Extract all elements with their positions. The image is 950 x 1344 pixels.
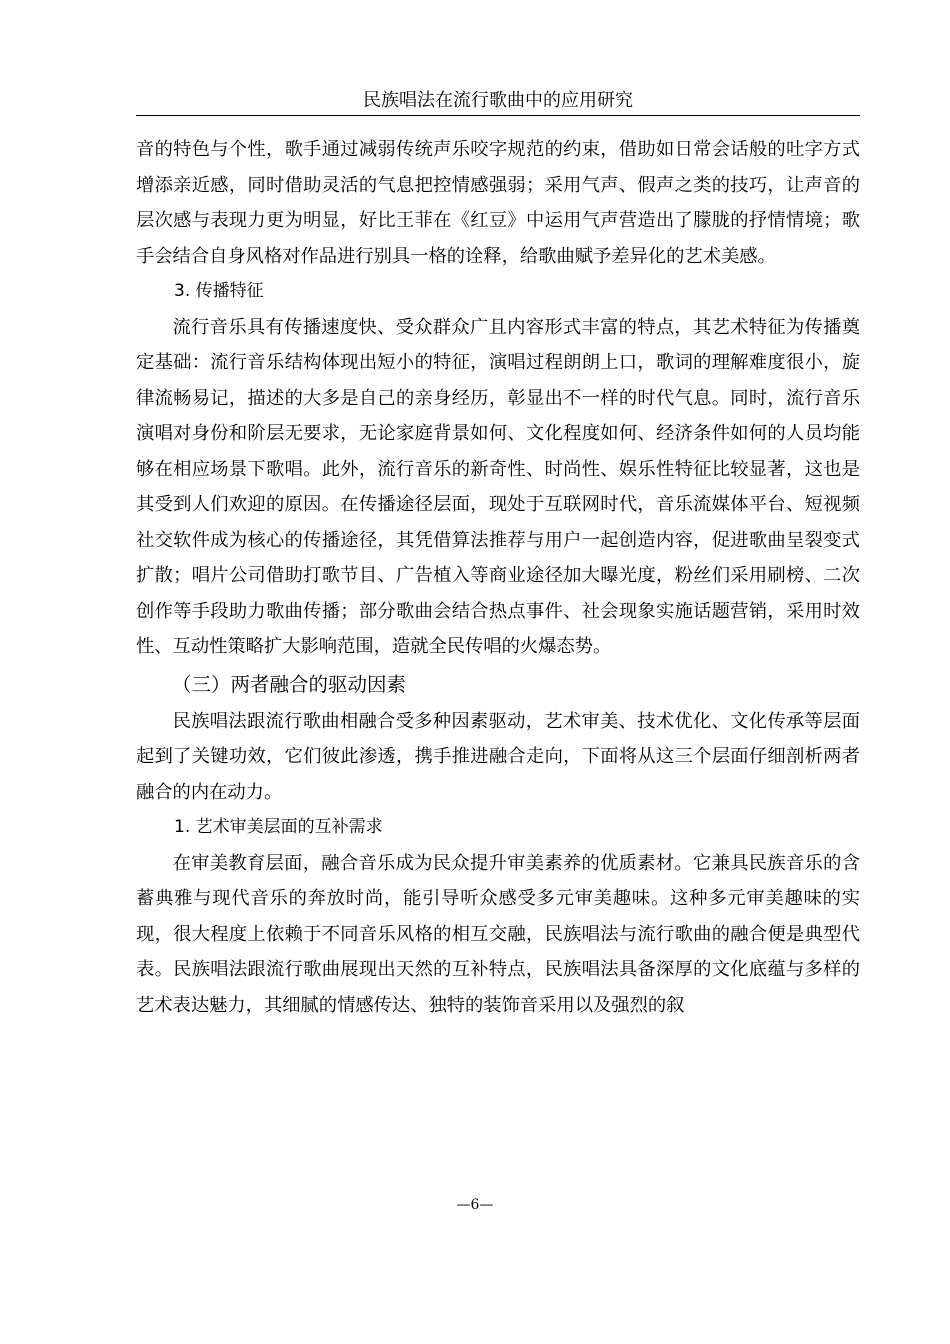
paragraph-spread-features: 流行音乐具有传播速度快、受众群众广且内容形式丰富的特点，其艺术特征为传播奠定基础：流行音乐结构体现出短小的特征，演唱过程朗朗上口，歌词的理解难度很小，旋律流畅易记，描述的大多是自己的亲身经历，彰显出不一样的时代气息。同时，流行音乐演唱对身份和阶层无要求，无论家庭背景如何、文化程度如何、经济条件如何的人员均能够在相应场景下歌唱。此外，流行音乐的新奇性、时尚性、娱乐性特征比较显著，这也是其受到人们欢迎的原因。在传播途径层面，现处于互联网时代，音乐流媒体平台、短视频社交软件成为核心的传播途径，其凭借算法推荐与用户一起创造内容，促进歌曲呈裂变式扩散；唱片公司借助打歌节目、广告植入等商业途径加大曝光度，粉丝们采用刷榜、二次创作等手段助力歌曲传播；部分歌曲会结合热点事件、社会现象实施话题营销，采用时效性、互动性策略扩大影响范围，造就全民传唱的火爆态势。: [136, 316, 860, 657]
subheading-aesthetic-needs: 1. 艺术审美层面的互补需求: [174, 817, 383, 837]
running-header: 民族唱法在流行歌曲中的应用研究: [363, 90, 633, 111]
paragraph-aesthetic-needs: 在审美教育层面，融合音乐成为民众提升审美素养的优质素材。它兼具民族音乐的含蓄典雅与现代音乐的奔放时尚，能引导听众感受多元审美趣味。这种多元审美趣味的实现，很大程度上依赖于不同音乐风格的相互交融，民族唱法与流行歌曲的融合便是典型代表。民族唱法跟流行歌曲展现出天然的互补特点，民族唱法具备深厚的文化底蕴与多样的艺术表达魅力，其细腻的情感传达、独特的装饰音采用以及强烈的叙: [136, 852, 860, 1016]
paragraph-continued: 音的特色与个性，歌手通过减弱传统声乐咬字规范的约束，借助如日常会话般的吐字方式增添亲近感，同时借助灵活的气息把控情感强弱；采用气声、假声之类的技巧，让声音的层次感与表现力更为明显，好比王菲在《红豆》中运用气声营造出了朦胧的抒情情境；歌手会结合自身风格对作品进行别具一格的诠释，给歌曲赋予差异化的艺术美感。: [136, 139, 860, 267]
header-divider: [136, 115, 860, 116]
page-body: [136, 132, 860, 1023]
page-number: —6—: [456, 1197, 494, 1213]
subheading-spread-features: 3. 传播特征: [174, 281, 264, 301]
section-heading-driving-factors: （三）两者融合的驱动因素: [172, 672, 407, 696]
paragraph-driving-factors: 民族唱法跟流行歌曲相融合受多种因素驱动，艺术审美、技术优化、文化传承等层面起到了关键功效，它们彼此渗透，携手推进融合走向，下面将从这三个层面仔细剖析两者融合的内在动力。: [136, 710, 860, 803]
